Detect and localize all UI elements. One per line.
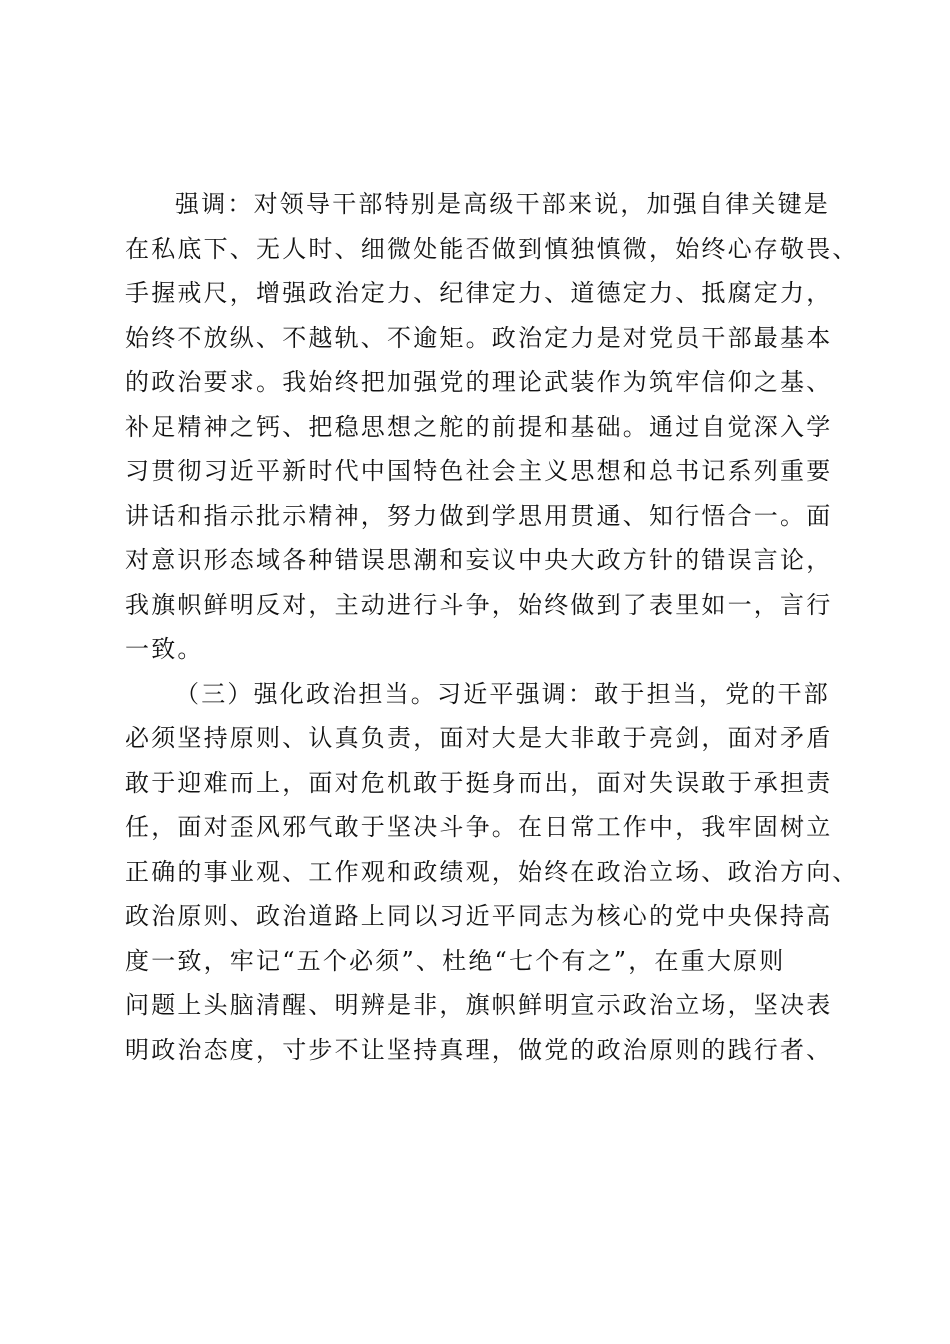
text-line: 度一致，牢记“五个必须”、杜绝“七个有之”，在重大原则 — [125, 946, 786, 975]
text-line: 明政治态度，寸步不让坚持真理，做党的政治原则的践行者、 — [125, 1035, 833, 1064]
text-line: 正确的事业观、工作观和政绩观，始终在政治立场、政治方向、 — [125, 857, 859, 886]
text-line: 问题上头脑清醒、明辨是非，旗帜鲜明宣示政治立场，坚决表 — [125, 991, 833, 1019]
text-line: 政治原则、政治道路上同以习近平同志为核心的党中央保持高 — [125, 902, 833, 930]
text-line: 在私底下、无人时、细微处能否做到慎独慎微，始终心存敬畏、 — [125, 234, 859, 263]
text-line: 始终不放纵、不越轨、不逾矩。政治定力是对党员干部最基本 — [125, 323, 833, 352]
text-line: 我旗帜鲜明反对，主动进行斗争，始终做到了表里如一，言行 — [125, 590, 833, 619]
text-line: 一致。 — [125, 635, 204, 663]
text-line: 的政治要求。我始终把加强党的理论武装作为筑牢信仰之基、 — [125, 368, 833, 396]
text-line: 补足精神之钙、把稳思想之舵的前提和基础。通过自觉深入学 — [125, 412, 833, 441]
body-text — [125, 182, 859, 1072]
section-heading-line: （三）强化政治担当。习近平强调：敢于担当，党的干部 — [175, 679, 830, 708]
text-line: 强调：对领导干部特别是高级干部来说，加强自律关键是 — [175, 190, 830, 218]
text-line: 敢于迎难而上，面对危机敢于挺身而出，面对失误敢于承担责 — [125, 768, 833, 797]
text-line: 对意识形态域各种错误思潮和妄议中央大政方针的错误言论， — [125, 546, 833, 574]
text-line: 必须坚持原则、认真负责，面对大是大非敢于亮剑，面对矛盾 — [125, 724, 833, 752]
text-line: 手握戒尺，增强政治定力、纪律定力、道德定力、抵腐定力， — [125, 279, 833, 307]
text-line: 习贯彻习近平新时代中国特色社会主义思想和总书记系列重要 — [125, 457, 833, 485]
text-line: 任，面对歪风邪气敢于坚决斗争。在日常工作中，我牢固树立 — [125, 813, 833, 841]
text-line: 讲话和指示批示精神，努力做到学思用贯通、知行悟合一。面 — [125, 501, 833, 530]
